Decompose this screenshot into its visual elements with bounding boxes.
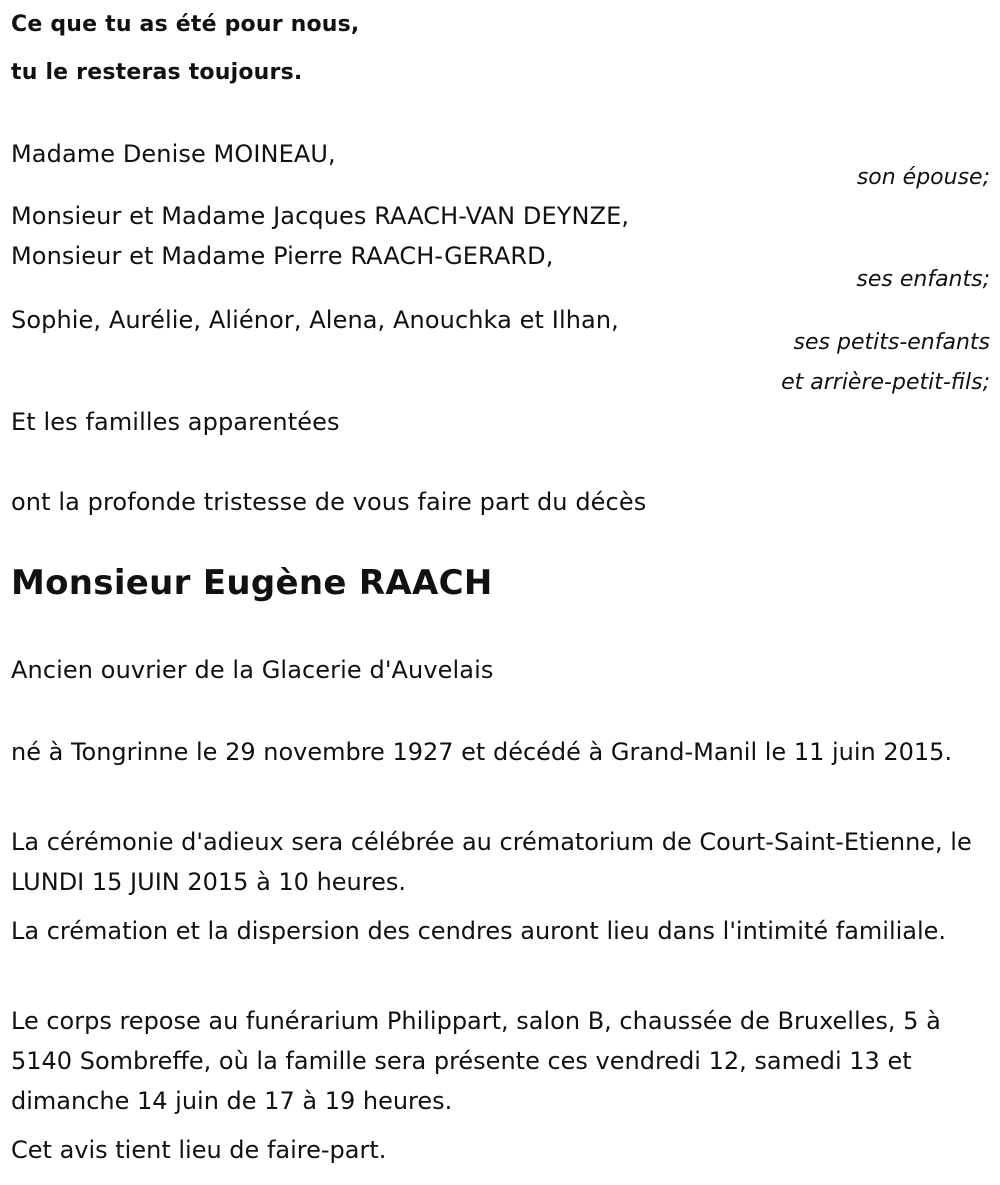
grandchildren-role-2: et arrière-petit-fils; xyxy=(781,370,990,395)
birth-death-paragraph: né à Tongrinne le 29 novembre 1927 et décédé à Grand-Manil le 11 juin 2015. xyxy=(11,738,953,766)
spouse-name: Madame Denise MOINEAU, xyxy=(11,140,336,168)
child-1-name: Monsieur et Madame Jacques RAACH-VAN DEYNZE, xyxy=(11,202,630,230)
epitaph-line-2: tu le resteras toujours. xyxy=(11,60,303,85)
funerarium-paragraph: Le corps repose au funérarium Philippart, salon B, chaussée de Bruxelles, 5 à 5140 Sombreffe, où la famille sera présente ces vendredi 12, samedi 13 et dimanche 14 juin de 17 à 19 heures. xyxy=(11,1007,941,1115)
deceased-occupation: Ancien ouvrier de la Glacerie d'Auvelais xyxy=(11,656,494,684)
grandchildren-role-1: ses petits-enfants xyxy=(793,330,990,355)
announcement-line: ont la profonde tristesse de vous faire part du décès xyxy=(11,488,647,516)
closing-paragraph: Cet avis tient lieu de faire-part. xyxy=(11,1136,387,1164)
deceased-name: Monsieur Eugène RAACH xyxy=(11,563,493,603)
cremation-paragraph: La crémation et la dispersion des cendres auront lieu dans l'intimité familiale. xyxy=(11,917,947,945)
epitaph-line-1: Ce que tu as été pour nous, xyxy=(11,12,360,37)
ceremony-paragraph: La cérémonie d'adieux sera célébrée au crématorium de Court-Saint-Etienne, le LUNDI 15 JUIN 2015 à 10 heures. xyxy=(11,828,972,896)
relatives-line: Et les familles apparentées xyxy=(11,408,340,436)
child-2-name: Monsieur et Madame Pierre RAACH-GERARD, xyxy=(11,242,554,270)
grandchildren-names: Sophie, Aurélie, Aliénor, Alena, Anouchka et Ilhan, xyxy=(11,306,619,334)
spouse-role: son épouse; xyxy=(856,165,990,190)
children-role: ses enfants; xyxy=(856,267,990,292)
